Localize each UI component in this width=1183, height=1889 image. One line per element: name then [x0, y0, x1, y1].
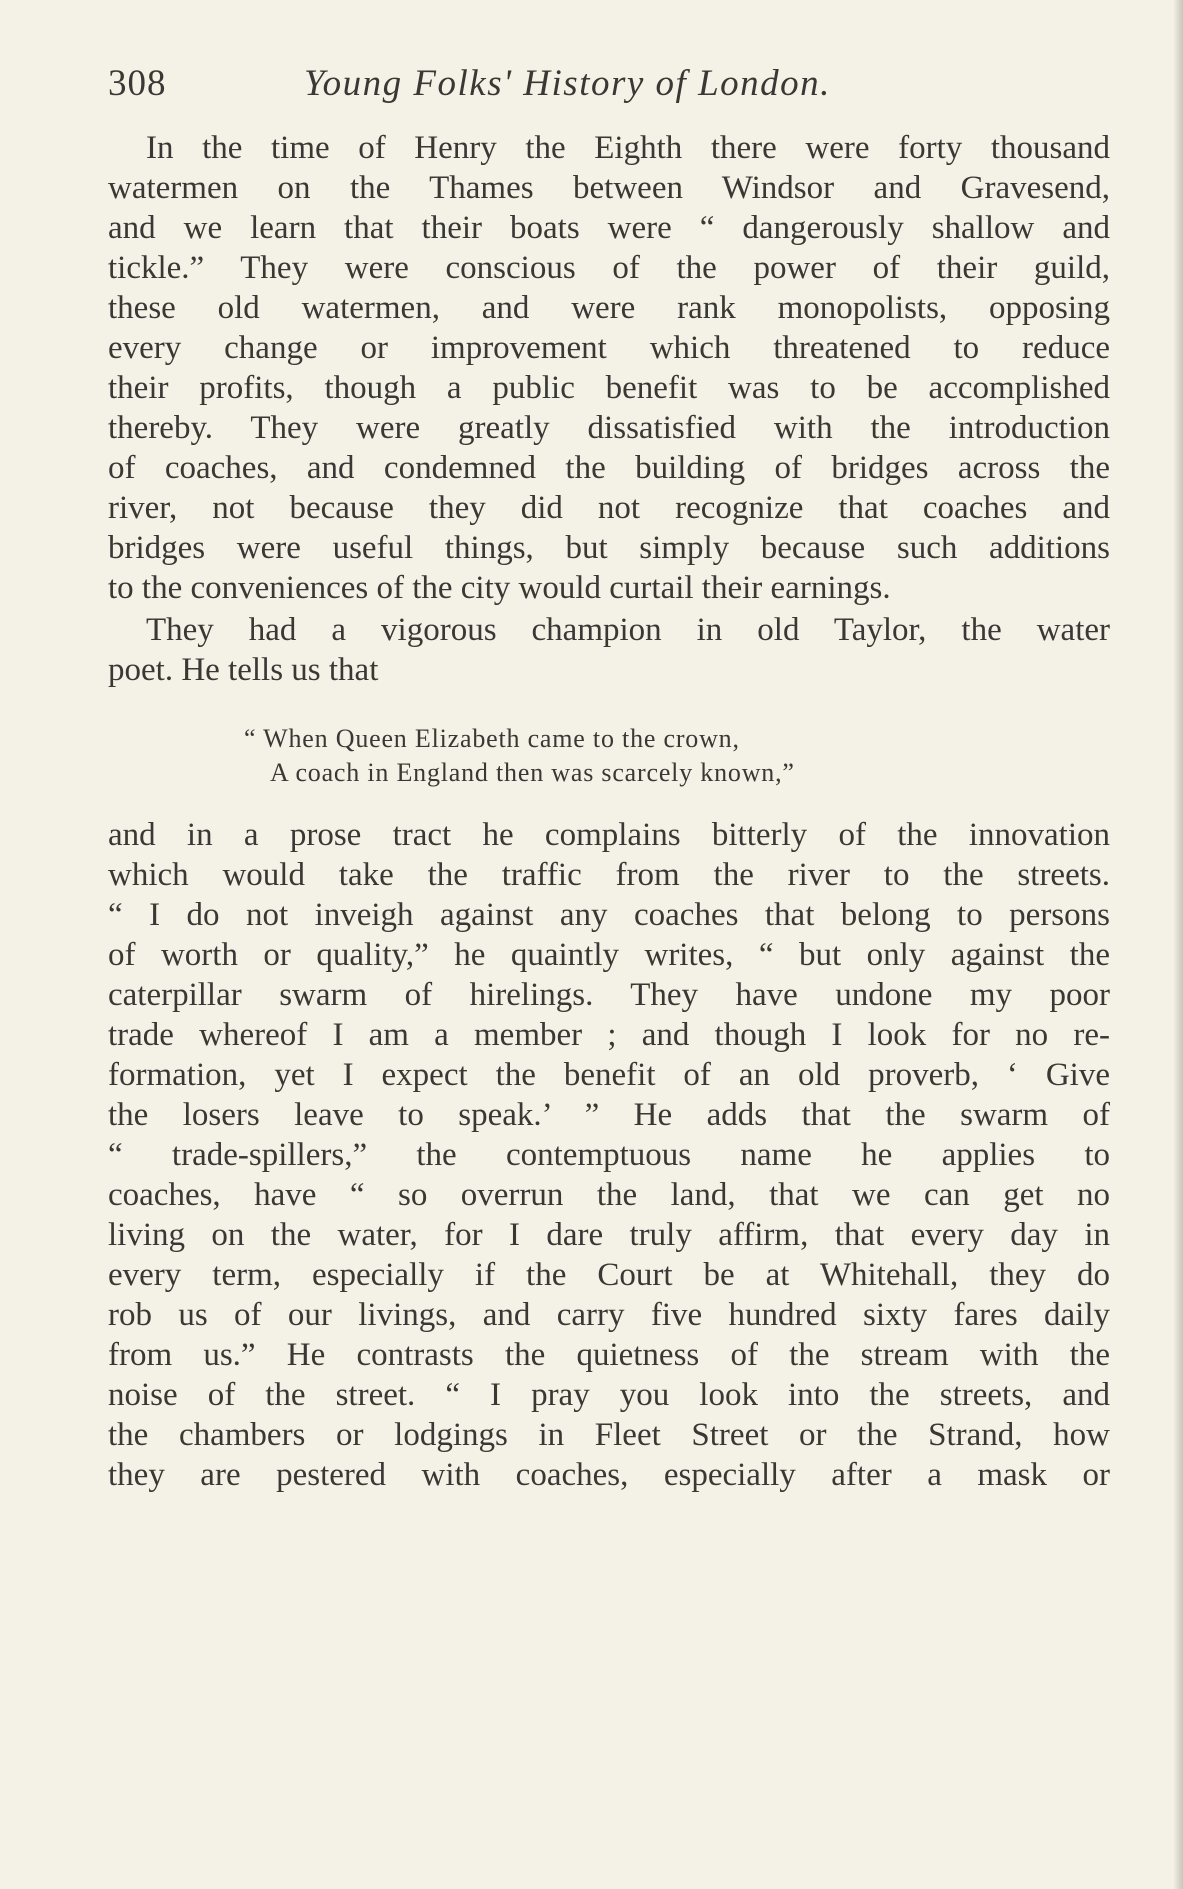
paragraph-1-line: these old watermen, and were rank monopolists, opposing [108, 290, 1110, 326]
paragraph-1-line: tickle.” They were conscious of the power of their guild, [108, 250, 1110, 286]
running-title: Young Folks' History of London. [304, 63, 831, 104]
paragraph-3-line: coaches, have “ so overrun the land, that we can get no [108, 1177, 1110, 1213]
verse-line: “ When Queen Elizabeth came to the crown, [244, 724, 740, 753]
paragraph-3-line: they are pestered with coaches, especially after a mask or [108, 1457, 1110, 1493]
paragraph-3-line: formation, yet I expect the benefit of an old proverb, ‘ Give [108, 1057, 1110, 1093]
paragraph-3-line: noise of the street. “ I pray you look into the streets, and [108, 1377, 1110, 1413]
paragraph-3-line: every term, especially if the Court be at Whitehall, they do [108, 1257, 1110, 1293]
paragraph-1-line: In the time of Henry the Eighth there were forty thousand [146, 130, 1110, 166]
paragraph-3-line: and in a prose tract he complains bitterly of the innovation [108, 817, 1110, 853]
paragraph-1-line: their profits, though a public benefit was to be accomplished [108, 370, 1110, 406]
paragraph-1-line: watermen on the Thames between Windsor and Gravesend, [108, 170, 1110, 206]
paragraph-3-line: of worth or quality,” he quaintly writes, “ but only against the [108, 937, 1110, 973]
paragraph-1-line: and we learn that their boats were “ dangerously shallow and [108, 210, 1110, 246]
paragraph-3-line: “ I do not inveigh against any coaches that belong to persons [108, 897, 1110, 933]
paragraph-1-line: of coaches, and condemned the building of bridges across the [108, 450, 1110, 486]
paragraph-3-line: trade whereof I am a member ; and though I look for no re- [108, 1017, 1110, 1053]
paragraph-3-line: the losers leave to speak.’ ” He adds that the swarm of [108, 1097, 1110, 1133]
paragraph-2-line: poet. He tells us that [108, 652, 379, 688]
paragraph-1-line: every change or improvement which threatened to reduce [108, 330, 1110, 366]
paragraph-1-line: river, not because they did not recognize that coaches and [108, 490, 1110, 526]
page-number: 308 [108, 63, 167, 104]
paragraph-3-line: the chambers or lodgings in Fleet Street or the Strand, how [108, 1417, 1110, 1453]
paragraph-3-line: from us.” He contrasts the quietness of the stream with the [108, 1337, 1110, 1373]
paragraph-2-line: They had a vigorous champion in old Taylor, the water [146, 612, 1110, 648]
paragraph-3-line: living on the water, for I dare truly affirm, that every day in [108, 1217, 1110, 1253]
paragraph-3-line: caterpillar swarm of hirelings. They have undone my poor [108, 977, 1110, 1013]
verse-line: A coach in England then was scarcely known,” [270, 758, 795, 787]
paragraph-1-line: thereby. They were greatly dissatisfied with the introduction [108, 410, 1110, 446]
page-edge-shadow [1173, 0, 1183, 1889]
paragraph-1-line: to the conveniences of the city would curtail their earnings. [108, 570, 891, 606]
running-header [108, 62, 1108, 112]
paragraph-1-line: bridges were useful things, but simply because such additions [108, 530, 1110, 566]
paragraph-3-line: rob us of our livings, and carry five hundred sixty fares daily [108, 1297, 1110, 1333]
paragraph-3-line: which would take the traffic from the river to the streets. [108, 857, 1110, 893]
paragraph-3-line: “ trade-spillers,” the contemptuous name he applies to [108, 1137, 1110, 1173]
